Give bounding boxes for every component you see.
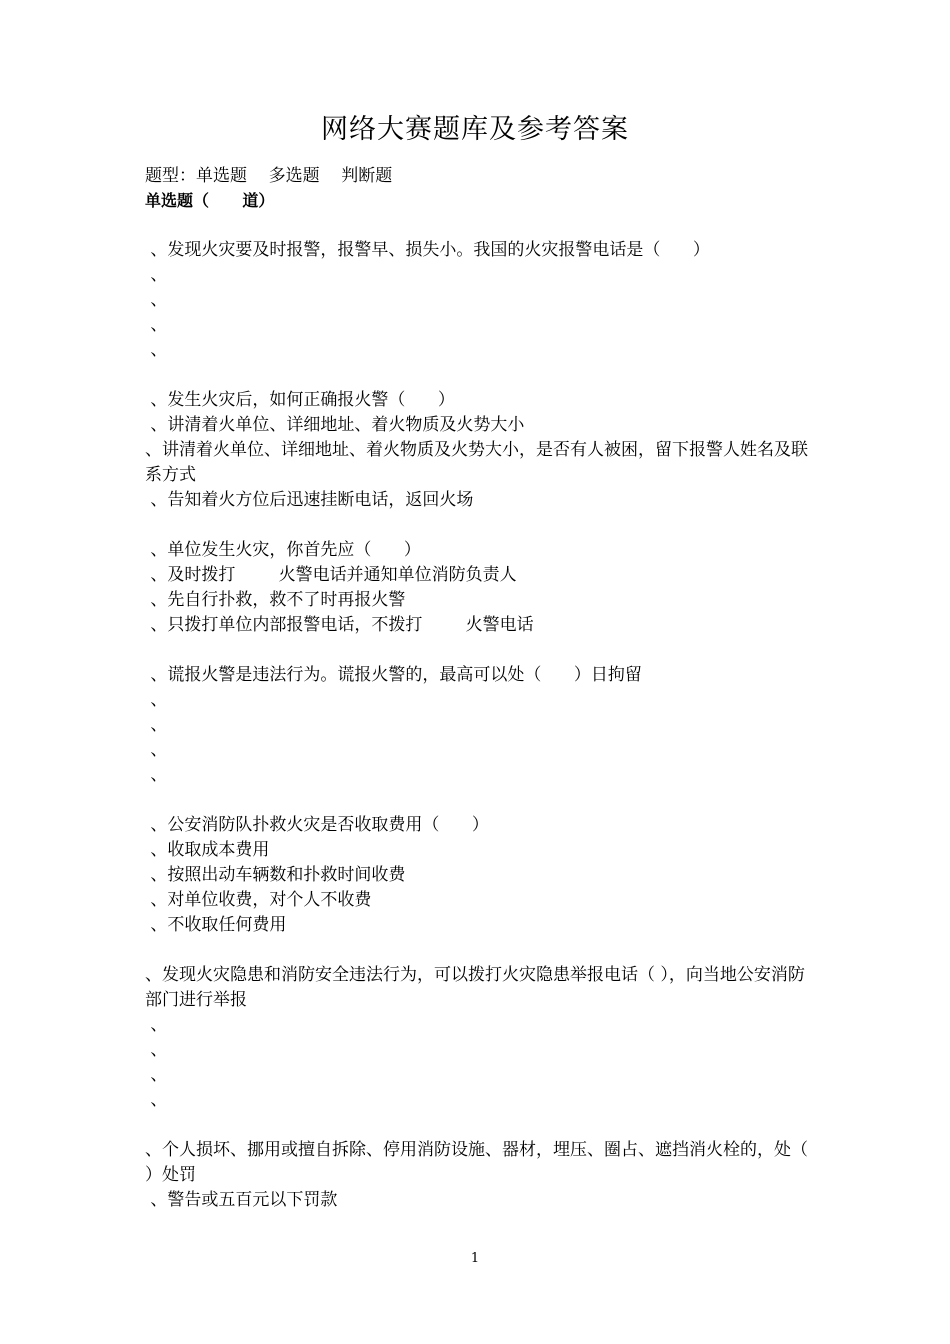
answer-option: 、 <box>145 765 168 785</box>
answer-option: 、收取成本费用 <box>145 840 270 860</box>
question-item <box>145 238 810 363</box>
answer-option: 、讲清着火单位、详细地址、着火物质及火势大小 <box>145 415 525 435</box>
question-stem: 、发现火灾隐患和消防安全违法行为，可以拨打火灾隐患举报电话（ ），向当地公安消防部门进行举报 <box>145 965 805 1010</box>
document-title: 网络大赛题库及参考答案 <box>321 114 629 145</box>
question-item <box>145 813 810 938</box>
answer-option: 、 <box>145 715 168 735</box>
question-stem: 、公安消防队扑救火灾是否收取费用（ ） <box>145 815 489 835</box>
section-heading-single-choice: 单选题（ 道） <box>145 191 275 210</box>
answer-option: 、告知着火方位后迅速挂断电话，返回火场 <box>145 490 474 510</box>
question-list <box>145 238 810 1238</box>
answer-option: 、 <box>145 340 168 360</box>
answer-option: 、只拨打单位内部报警电话，不拨打 火警电话 <box>145 615 534 635</box>
answer-option: 、 <box>145 315 168 335</box>
answer-option: 、 <box>145 265 168 285</box>
answer-option: 、先自行扑救，救不了时再报火警 <box>145 590 406 610</box>
answer-option: 、 <box>145 1065 168 1085</box>
answer-option: 、 <box>145 1090 168 1110</box>
question-stem: 、单位发生火灾，你首先应（ ） <box>145 540 421 560</box>
answer-option: 、及时拨打 火警电话并通知单位消防负责人 <box>145 565 517 585</box>
question-item <box>145 538 810 638</box>
answer-option: 、 <box>145 690 168 710</box>
question-stem: 、发生火灾后，如何正确报火警（ ） <box>145 390 455 410</box>
question-stem: 、个人损坏、挪用或擅自拆除、停用消防设施、器材，埋压、圈占、遮挡消火栓的，处（ ）处罚 <box>145 1140 808 1185</box>
answer-option: 、警告或五百元以下罚款 <box>145 1190 338 1210</box>
answer-option: 、 <box>145 740 168 760</box>
question-stem: 、谎报火警是违法行为。谎报火警的，最高可以处（ ）日拘留 <box>145 665 642 685</box>
answer-option: 、按照出动车辆数和扑救时间收费 <box>145 865 406 885</box>
page-number: 1 <box>470 1251 480 1266</box>
answer-option: 、 <box>145 1015 168 1035</box>
question-item <box>145 1138 810 1213</box>
question-item <box>145 963 810 1113</box>
question-item <box>145 388 810 513</box>
answer-option: 、讲清着火单位、详细地址、着火物质及火势大小，是否有人被困，留下报警人姓名及联系方式 <box>145 440 808 485</box>
question-stem: 、发现火灾要及时报警，报警早、损失小。我国的火灾报警电话是（ ） <box>145 240 710 260</box>
answer-option: 、 <box>145 290 168 310</box>
answer-option: 、 <box>145 1040 168 1060</box>
question-item <box>145 663 810 788</box>
question-types-line: 题型：单选题 多选题 判断题 <box>145 166 393 186</box>
answer-option: 、对单位收费，对个人不收费 <box>145 890 372 910</box>
answer-option: 、不收取任何费用 <box>145 915 287 935</box>
